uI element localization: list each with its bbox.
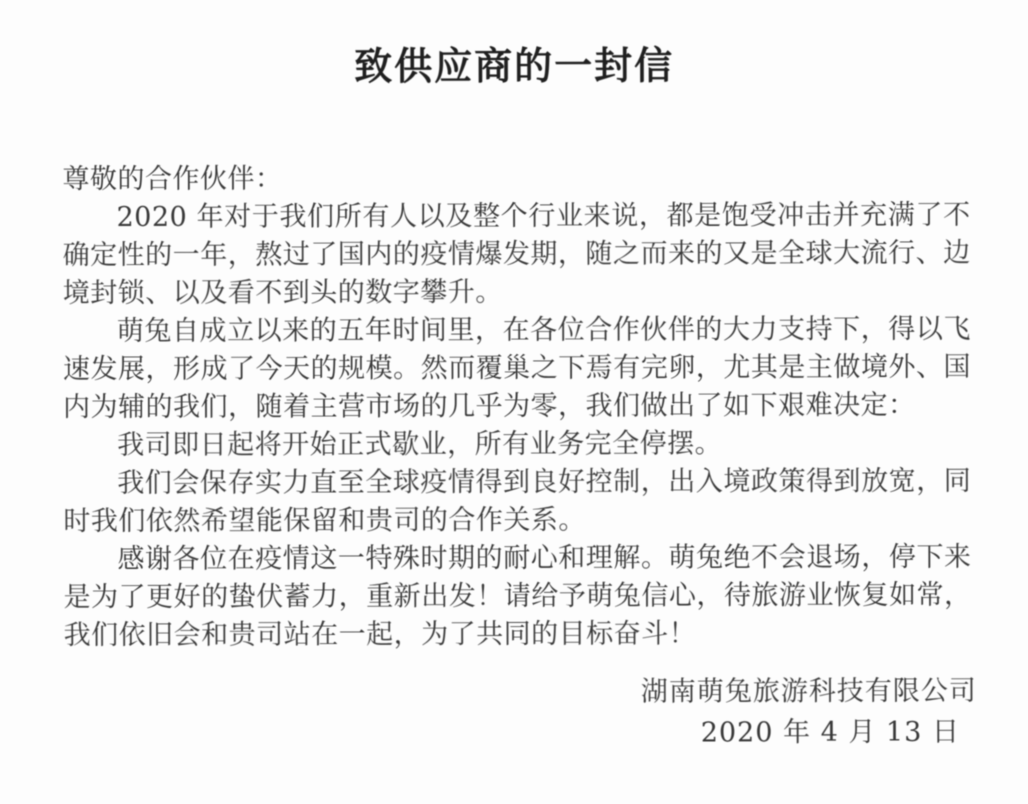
letter-body [62,159,971,655]
paragraph-4: 我们会保存实力直至全球疫情得到良好控制，出入境政策得到放宽，同时我们依然希望能保留和贵司的合作关系。 [63,465,972,538]
paragraph-3: 我司即日起将开始正式歇业，所有业务完全停摆。 [117,428,723,462]
paragraph-2: 萌兔自成立以来的五年时间里，在各位合作伙伴的大力支持下，得以飞速发展，形成了今天的规模。然而覆巢之下焉有完卵，尤其是主做境外、国内为辅的我们，随着主营市场的几乎为零，我们做出了如下艰难决定： [62,313,972,424]
paragraph-5: 感谢各位在疫情这一特殊时期的耐心和理解。萌兔绝不会退场，停下来是为了更好的蛰伏蓄力，重新出发！请给予萌兔信心，待旅游业恢复如常，我们依旧会和贵司站在一起，为了共同的目标奋斗！ [63,541,972,652]
signature-company: 湖南萌兔旅游科技有限公司 [640,675,977,708]
signature-block [2,671,1028,756]
paragraph-1: 2020 年对于我们所有人以及整个行业来说，都是饱受冲击并充满了不确定性的一年，熬过了国内的疫情爆发期，随之而来的又是全球大流行、边境封锁、以及看不到头的数字攀升。 [62,199,971,310]
page-title: 致供应商的一封信 [354,44,675,89]
salutation: 尊敬的合作伙伴： [62,163,283,196]
signature-date: 2020 年 4 月 13 日 [700,716,960,749]
